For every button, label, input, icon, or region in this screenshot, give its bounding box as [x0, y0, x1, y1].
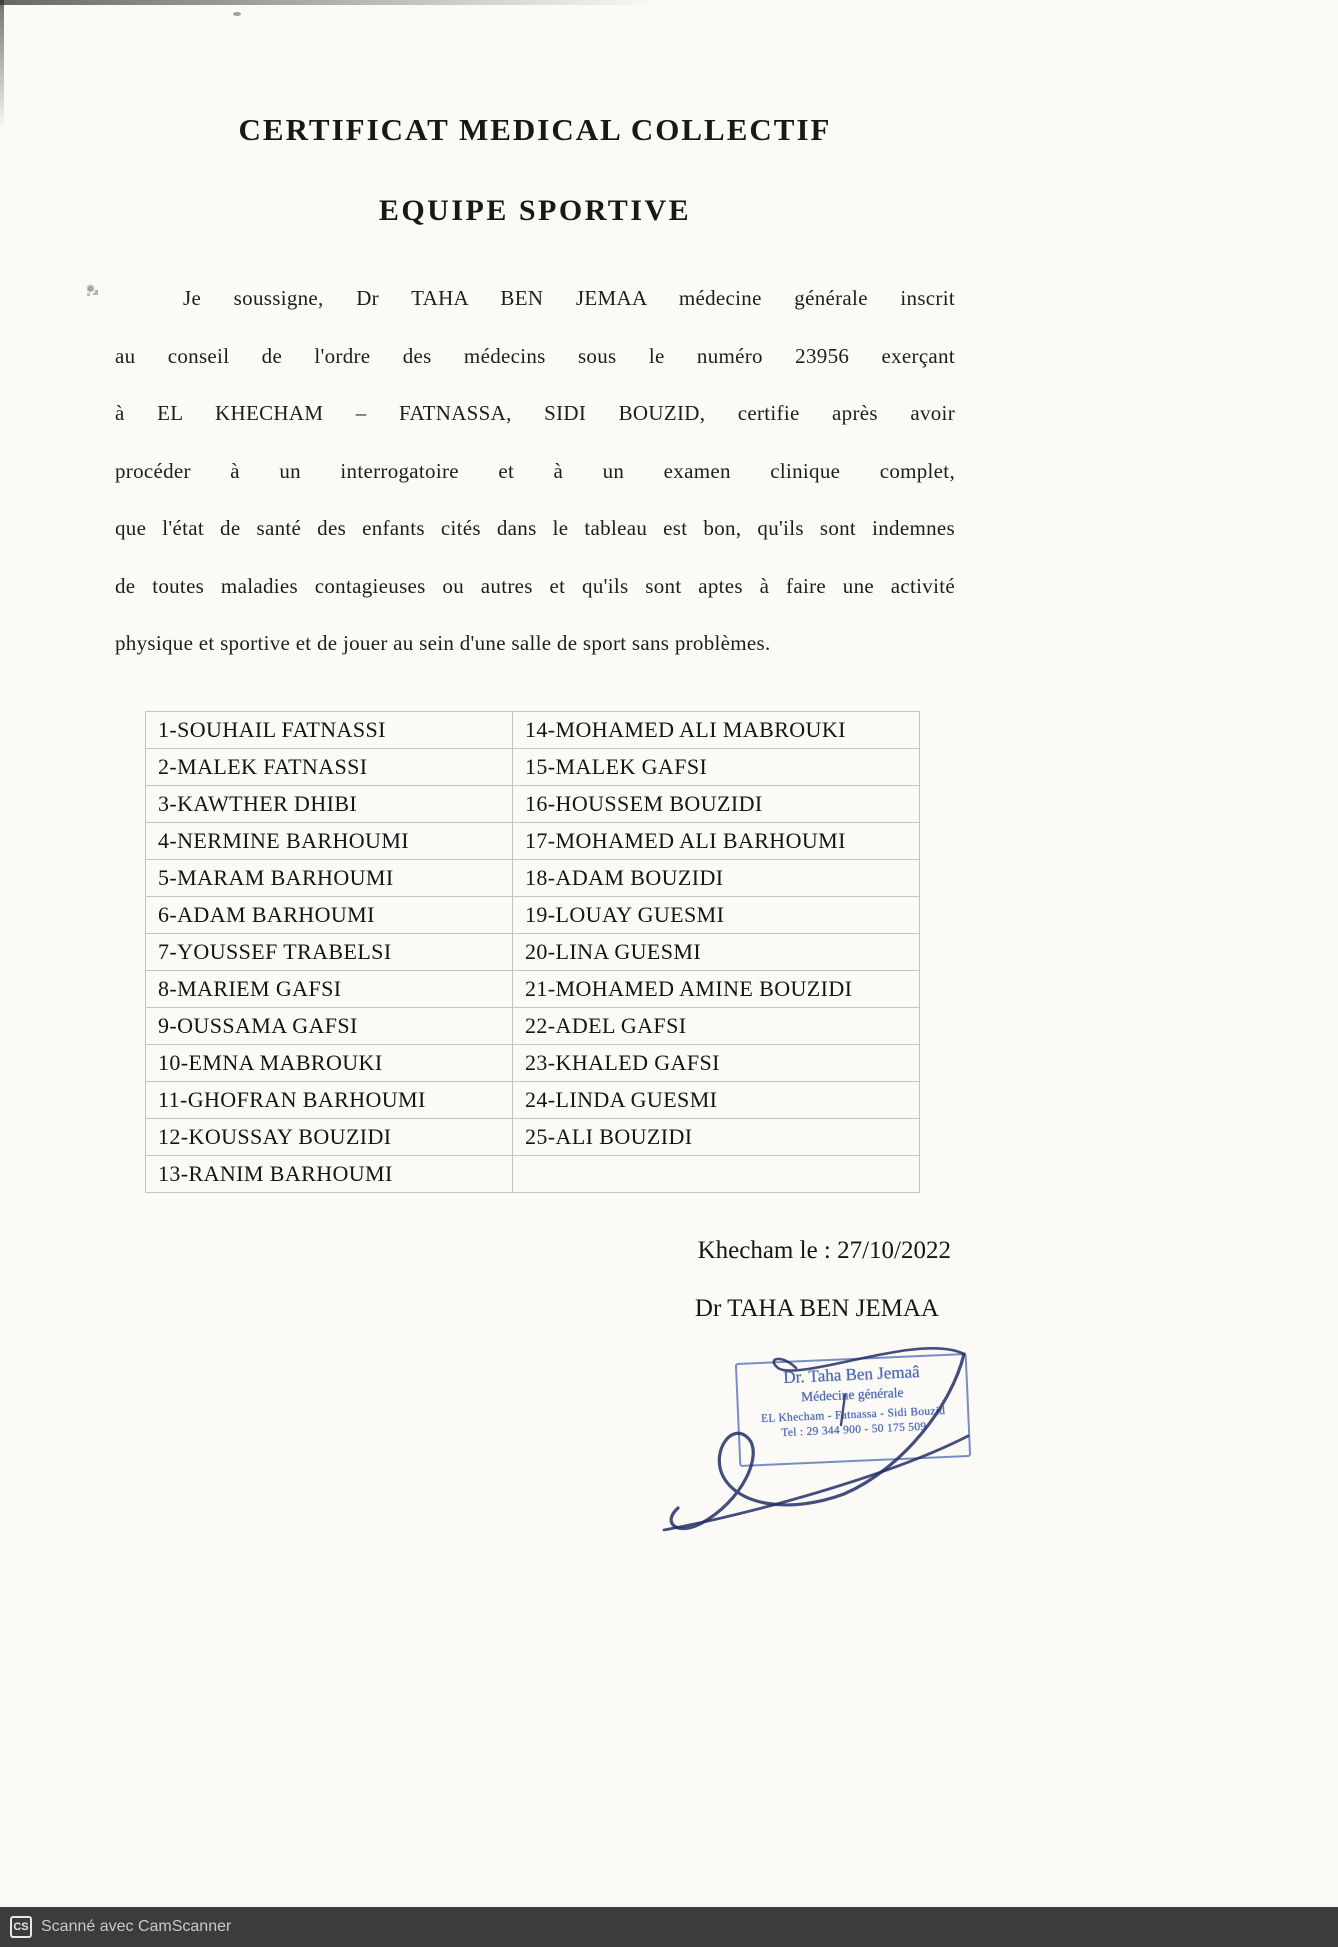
camscanner-label: Scanné avec CamScanner [41, 1918, 232, 1935]
roster-row [146, 970, 920, 1007]
paragraph-line: que l'état de santé des enfants cités dans le tableau est bon, qu'ils sont indemnes [115, 516, 955, 540]
roster-entry: 6-ADAM BARHOUMI [146, 896, 513, 933]
roster-entry: 16-HOUSSEM BOUZIDI [513, 785, 920, 822]
paragraph-line: de toutes maladies contagieuses ou autres et qu'ils sont aptes à faire une activité [115, 573, 955, 598]
camscanner-logo-icon: CS [10, 1916, 32, 1938]
roster-row [146, 896, 920, 933]
document-subtitle: EQUIPE SPORTIVE [378, 194, 692, 227]
roster-entry: 2-MALEK FATNASSI [146, 748, 513, 785]
roster-row [146, 1155, 920, 1192]
roster-entry: 21-MOHAMED AMINE BOUZIDI [513, 970, 920, 1007]
roster-entry: 8-MARIEM GAFSI [146, 970, 513, 1007]
paragraph-line: procéder à un interrogatoire et à un examen clinique complet, [115, 458, 955, 483]
paragraph-line: Je soussigne, Dr TAHA BEN JEMAA médecine générale inscrit [183, 286, 955, 310]
document-content [115, 0, 955, 1323]
roster-entry: 10-EMNA MABROUKI [146, 1044, 513, 1081]
roster-row [146, 1118, 920, 1155]
roster-entry: 13-RANIM BARHOUMI [146, 1155, 513, 1192]
closing-block [115, 1237, 955, 1323]
roster-row [146, 785, 920, 822]
margin-mark-artifact [86, 284, 95, 293]
roster-row [146, 711, 920, 748]
roster-entry: 11-GHOFRAN BARHOUMI [146, 1081, 513, 1118]
roster-entry: 15-MALEK GAFSI [513, 748, 920, 785]
roster-entry: 14-MOHAMED ALI MABROUKI [513, 711, 920, 748]
place-date: Khecham le : 27/10/2022 [697, 1236, 951, 1264]
roster-entry: 22-ADEL GAFSI [513, 1007, 920, 1044]
roster-row [146, 748, 920, 785]
roster-entry: 12-KOUSSAY BOUZIDI [146, 1118, 513, 1155]
paragraph-line: à EL KHECHAM – FATNASSA, SIDI BOUZID, certifie après avoir [115, 401, 955, 425]
roster-entry: 5-MARAM BARHOUMI [146, 859, 513, 896]
roster-entry [513, 1155, 920, 1192]
stamp-speciality: Médecine générale [800, 1384, 904, 1405]
roster-table [145, 711, 920, 1193]
roster-entry: 24-LINDA GUESMI [513, 1081, 920, 1118]
roster-entry: 20-LINA GUESMI [513, 933, 920, 970]
roster-entry: 4-NERMINE BARHOUMI [146, 822, 513, 859]
roster-entry: 19-LOUAY GUESMI [513, 896, 920, 933]
roster-entry: 1-SOUHAIL FATNASSI [146, 711, 513, 748]
roster-entry: 7-YOUSSEF TRABELSI [146, 933, 513, 970]
roster-entry: 25-ALI BOUZIDI [513, 1118, 920, 1155]
camscanner-bar [0, 1907, 1338, 1947]
roster-row [146, 1007, 920, 1044]
paragraph-line: physique et sportive et de jouer au sein d'une salle de sport sans problèmes. [115, 631, 771, 655]
signature [560, 1318, 980, 1548]
doctor-name: Dr TAHA BEN JEMAA [694, 1294, 939, 1322]
roster-row [146, 933, 920, 970]
roster-entry: 3-KAWTHER DHIBI [146, 785, 513, 822]
paragraph-line: au conseil de l'ordre des médecins sous le numéro 23956 exerçant [115, 343, 955, 368]
scan-artifact-left-edge [0, 0, 4, 130]
roster-row [146, 859, 920, 896]
certificate-paragraph [115, 270, 955, 673]
stamp-address: EL Khecham - Fatnassa - Sidi Bouzid [760, 1404, 946, 1426]
roster-entry: 23-KHALED GAFSI [513, 1044, 920, 1081]
stamp-phone: Tel : 29 344 900 - 50 175 509 [781, 1420, 927, 1440]
stamp-doctor-name: Dr. Taha Ben Jemaâ [782, 1362, 920, 1387]
roster-row [146, 1044, 920, 1081]
roster-entry: 17-MOHAMED ALI BARHOUMI [513, 822, 920, 859]
roster-row [146, 1081, 920, 1118]
roster-entry: 18-ADAM BOUZIDI [513, 859, 920, 896]
document-title: CERTIFICAT MEDICAL COLLECTIF [238, 112, 832, 147]
roster-entry: 9-OUSSAMA GAFSI [146, 1007, 513, 1044]
roster-row [146, 822, 920, 859]
